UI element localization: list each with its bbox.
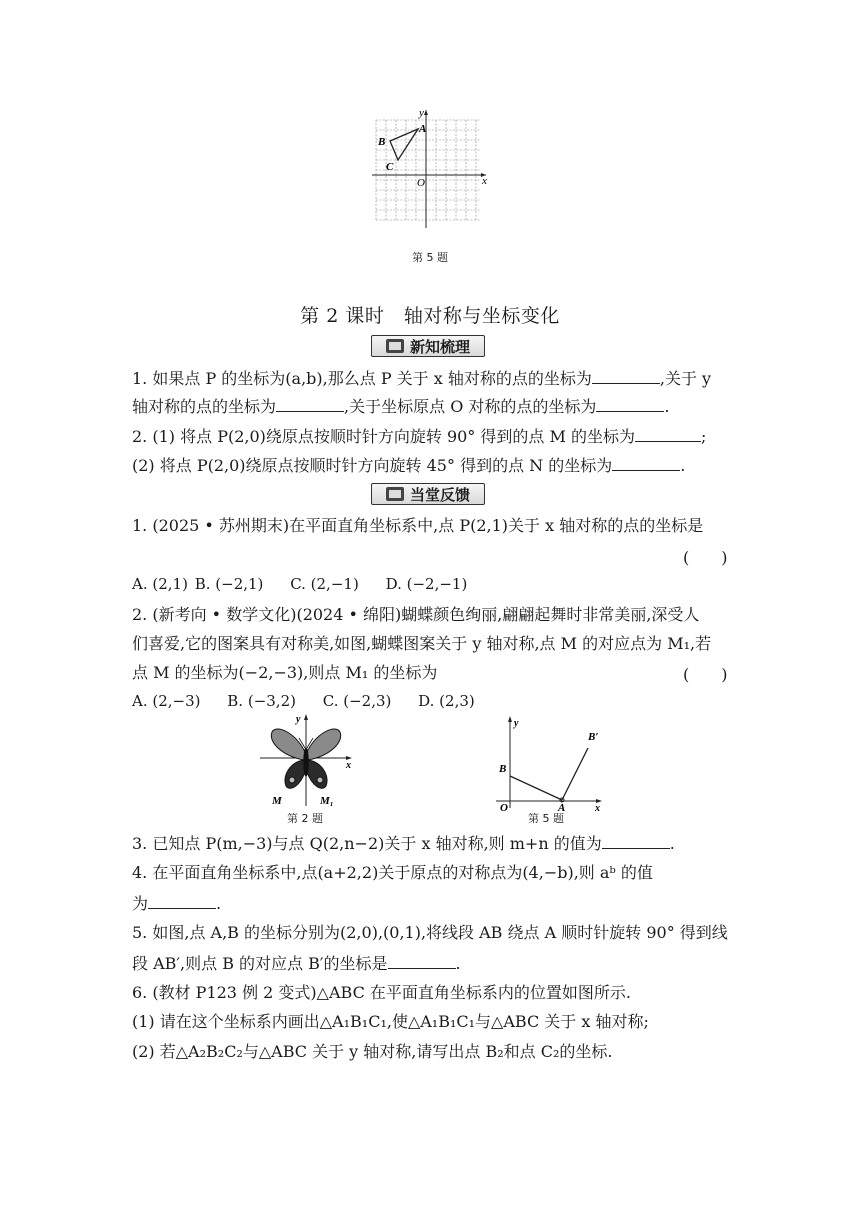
label-M: M [272,795,282,807]
answer-blank[interactable] [602,832,670,849]
label-y: y [419,107,424,119]
s1-q2-line1 [132,425,706,448]
banner-new-knowledge [371,335,485,357]
s1-q1-line1 [132,367,711,390]
s1-q2-line2 [132,454,685,477]
answer-blank[interactable] [596,395,664,412]
label-y: y [514,718,519,729]
segment-ab-prime [562,748,588,800]
label-B-prime: B′ [588,731,599,743]
s2-p4-line1: 4. 在平面直角坐标系中,点(a+2,2)关于原点的对称点为(4,−b),则 aᵇ 的值 [132,863,653,882]
label-C: C [386,161,394,173]
label-O: O [500,802,508,812]
s2-p5-text: 段 AB′,则点 B 的对应点 B′的坐标是 [132,954,388,973]
label-x: x [595,803,600,812]
s1-q1-text2: 轴对称的点的坐标为 [132,397,277,416]
s2-p6-line3: (2) 若△A₂B₂C₂与△ABC 关于 y 轴对称,请写出点 B₂和点 C₂的坐标. [132,1042,613,1061]
period: . [680,456,686,475]
s2-p6-line1: 6. (教材 P123 例 2 变式)△ABC 在平面直角坐标系内的位置如图所示. [132,983,631,1002]
s2-p6-line2: (1) 请在这个坐标系内画出△A₁B₁C₁,使△A₁B₁C₁与△ABC 关于 x 轴对称; [132,1012,649,1031]
option-a[interactable]: A. (2,1) [132,575,188,593]
answer-blank[interactable] [612,454,680,471]
banner-feedback-label: 当堂反馈 [409,485,470,504]
label-A: A [558,802,566,812]
s2-p3-text: 3. 已知点 P(m,−3)与点 Q(2,n−2)关于 x 轴对称,则 m+n 的值为 [132,834,602,853]
answer-blank[interactable] [592,367,660,384]
label-B: B [499,763,507,775]
period: . [455,954,461,973]
answer-blank[interactable] [388,952,456,969]
option-d[interactable]: D. (−2,−1) [385,575,468,593]
label-x: x [482,175,487,187]
option-a[interactable]: A. (2,−3) [132,692,201,710]
s2-p2-line3: 点 M 的坐标为(−2,−3),则点 M₁ 的坐标为 [132,663,438,682]
fig5-caption: 第 5 题 [528,812,564,825]
s2-p1-answer-paren[interactable]: ( ) [683,548,728,567]
s2-p3-line1 [132,832,675,855]
option-b[interactable]: B. (−2,1) [194,575,264,593]
s1-q1-text3: ,关于坐标原点 O 对称的点的坐标为 [344,397,597,416]
book-icon [386,339,404,353]
answer-blank[interactable] [635,425,701,442]
s1-q1-line2 [132,395,670,418]
s2-p1-line1: 1. (2025 • 苏州期末)在平面直角坐标系中,点 P(2,1)关于 x 轴对称的点的坐标是 [132,516,704,535]
triangle-abc [390,129,418,160]
semicolon: ; [700,427,707,446]
segment-ab [510,776,562,800]
s1-q2-text2: (2) 将点 P(2,0)绕原点按顺时针方向旋转 45° 得到的点 N 的坐标为 [132,456,613,475]
banner-feedback [371,483,485,505]
label-B: B [378,136,386,148]
top-figure-caption: 第 5 题 [412,251,448,264]
s2-p2-options [132,692,497,710]
s2-p1-options [132,575,489,593]
s2-p4-line2 [132,892,221,915]
option-c[interactable]: C. (−2,3) [322,692,392,710]
s1-q1-tail: ,关于 y [659,369,712,388]
butterfly-figure [256,712,356,808]
option-c[interactable]: C. (2,−1) [290,575,359,593]
period: . [669,834,675,853]
s2-p2-answer-paren[interactable]: ( ) [683,665,728,684]
label-O: O [417,177,425,189]
answer-blank[interactable] [276,395,344,412]
banner-new-knowledge-label: 新知梳理 [409,337,470,356]
pencil-icon [386,487,404,501]
s2-p2-line2: 们喜爱,它的图案具有对称美,如图,蝴蝶图案关于 y 轴对称,点 M 的对应点为 M₁,若 [132,634,712,653]
s1-q2-text: 2. (1) 将点 P(2,0)绕原点按顺时针方向旋转 90° 得到的点 M 的坐标为 [132,427,635,446]
option-d[interactable]: D. (2,3) [418,692,475,710]
period: . [664,397,670,416]
rotation-figure [492,714,610,812]
label-A: A [419,123,427,135]
s2-p2-line1: 2. (新考向 • 数学文化)(2024 • 绵阳)蝴蝶颜色绚丽,翩翩起舞时非常美丽,深受人 [132,605,700,624]
fig2-caption: 第 2 题 [287,812,323,825]
answer-blank[interactable] [148,892,216,909]
top-grid-figure [362,104,492,236]
label-x: x [346,760,351,771]
s2-p4-text: 为 [132,894,149,913]
s2-p5-line2 [132,952,461,975]
lesson-title: 第 2 课时 轴对称与坐标变化 [300,305,560,327]
s1-q1-text: 1. 如果点 P 的坐标为(a,b),那么点 P 关于 x 轴对称的点的坐标为 [132,369,592,388]
label-y: y [296,714,301,725]
option-b[interactable]: B. (−3,2) [227,692,296,710]
period: . [216,894,222,913]
s2-p5-line1: 5. 如图,点 A,B 的坐标分别为(2,0),(0,1),将线段 AB 绕点 A 顺时针旋转 90° 得到线 [132,923,728,942]
label-M1: M₁ [320,795,334,807]
